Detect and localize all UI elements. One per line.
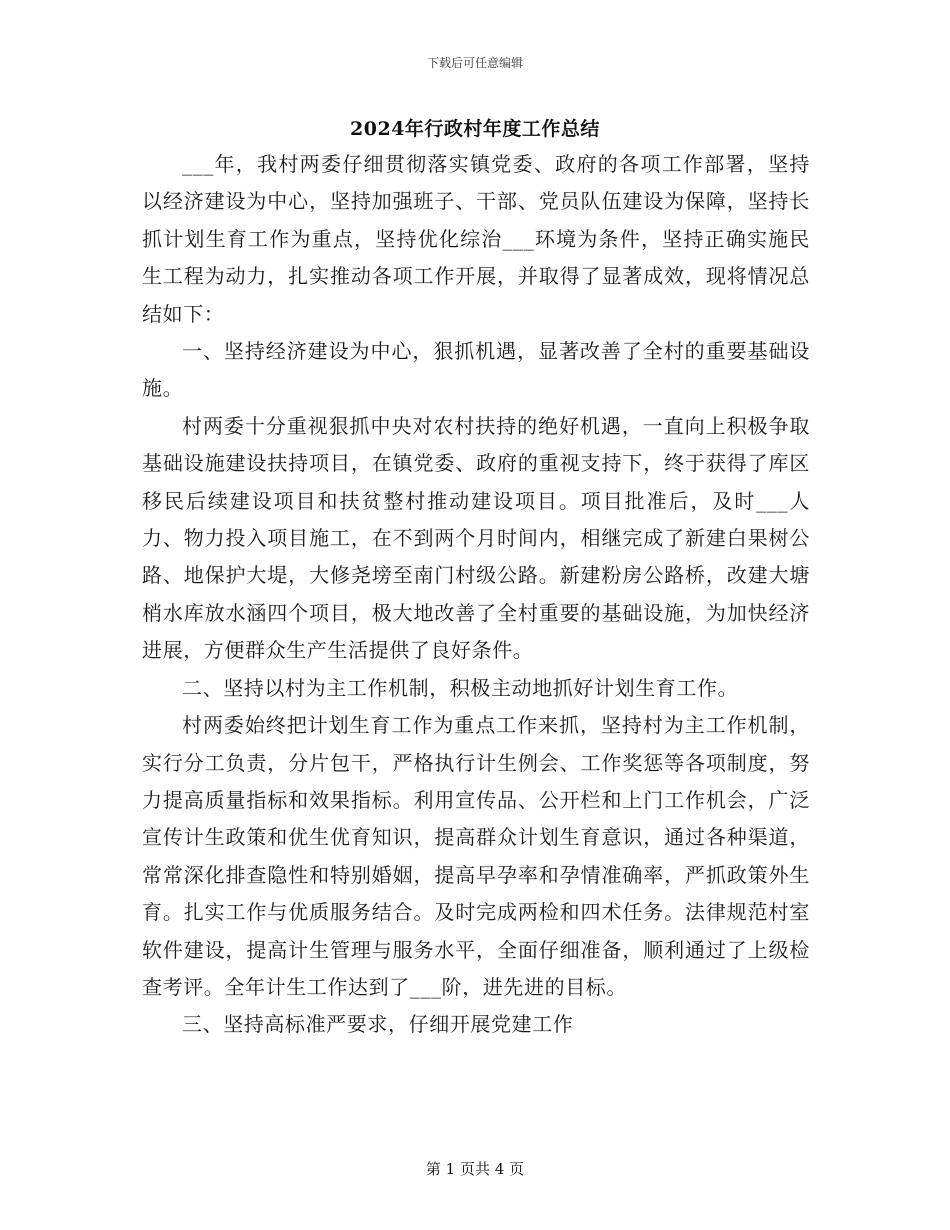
header-note: 下载后可任意编辑 <box>426 56 523 70</box>
paragraph-section-1: 村两委十分重视狠抓中央对农村扶持的绝好机遇，一直向上积极争取基础设施建设扶持项目，在镇党委、政府的重视支持下，终于获得了库区移民后续建设项目和扶贫整村推动建设项目。项目批准后，及时___人力、物力投入项目施工，在不到两个月时间内，相继完成了新建白果树公路、地保护大堤，大修尧塝至南门村级公路。新建粉房公路桥，改建大塘梢水库放水涵四个项目，极大地改善了全村重要的基础设施，为加快经济进展，方便群众生产生活提供了良好条件。 <box>142 413 810 663</box>
paragraph-section-2: 村两委始终把计划生育工作为重点工作来抓，坚持村为主工作机制，实行分工负责，分片包干，严格执行计生例会、工作奖惩等各项制度，努力提高质量指标和效果指标。利用宣传品、公开栏和上门工作机会，广泛宣传计生政策和优生优育知识，提高群众计划生育意识，通过各种渠道，常常深化排查隐性和特别婚姻，提高早孕率和孕情准确率，严抓政策外生育。扎实工作与优质服务结合。及时完成两检和四术任务。法律规范村室软件建设，提高计生管理与服务水平，全面仔细准备，顺利通过了上级检查考评。全年计生工作达到了___阶，进先进的目标。 <box>142 713 810 999</box>
document-body <box>142 146 810 1044</box>
section-heading-2: 二、坚持以村为主工作机制，积极主动地抓好计划生育工作。 <box>182 675 739 700</box>
section-heading-1: 一、坚持经济建设为中心，狠抓机遇，显著改善了全村的重要基础设施。 <box>142 339 810 401</box>
document-title: 2024年行政村年度工作总结 <box>350 118 600 140</box>
page-number-footer: 第 1 页共 4 页 <box>425 1160 525 1178</box>
paragraph-intro: ___年，我村两委仔细贯彻落实镇党委、政府的各项工作部署，坚持以经济建设为中心，坚持加强班子、干部、党员队伍建设为保障，坚持长抓计划生育工作为重点，坚持优化综治___环境为条件，坚持正确实施民生工程为动力，扎实推动各项工作开展，并取得了显著成效，现将情况总结如下： <box>142 152 810 326</box>
section-heading-3: 三、坚持高标准严要求，仔细开展党建工作 <box>182 1012 574 1037</box>
